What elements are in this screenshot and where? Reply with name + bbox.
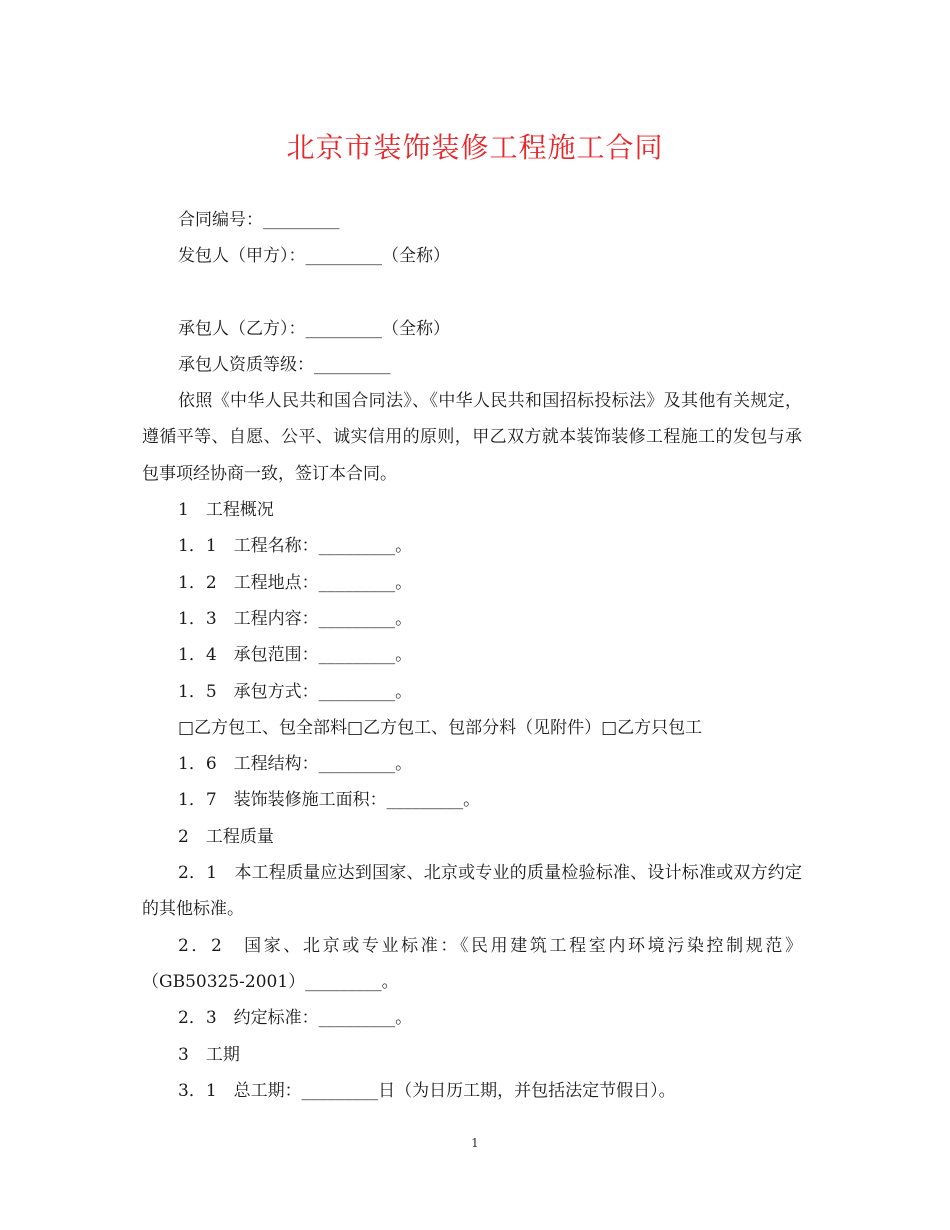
- document-body: [142, 202, 802, 1109]
- preamble-paragraph: 依照《中华人民共和国合同法》、《中华人民共和国招标投标法》及其他有关规定，遵循平等、自愿、公平、诚实信用的原则，甲乙双方就本装饰装修工程施工的发包与承包事项经协商一致，签订本合同。: [142, 391, 802, 484]
- section-heading: 3 工期: [178, 1044, 240, 1065]
- qualification-line: 承包人资质等级：_________: [178, 354, 391, 375]
- document-title: 北京市装饰装修工程施工合同: [286, 131, 664, 164]
- clause-line: 2．3 约定标准：_________。: [178, 1008, 413, 1029]
- blank-gap: [142, 275, 802, 311]
- clause-line: 1．6 工程结构：_________。: [178, 754, 413, 775]
- clause-paragraph: 2．2 国家、北京或专业标准：《民用建筑工程室内环境污染控制规范》（GB50325-2001）_________。: [142, 935, 802, 992]
- party-a-line: 发包人（甲方）：_________（全称）: [178, 246, 450, 267]
- clause-line: 1．5 承包方式：_________。: [178, 681, 413, 702]
- clause-line: 1．4 承包范围：_________。: [178, 645, 413, 666]
- clause-line: 1．2 工程地点：_________。: [178, 572, 413, 593]
- clause-line: 1．1 工程名称：_________。: [178, 536, 413, 557]
- party-b-line: 承包人（乙方）：_________（全称）: [178, 318, 450, 339]
- contract-number-line: 合同编号：_________: [178, 210, 340, 230]
- clause-line: 3．1 总工期：_________日（为日历工期，并包括法定节假日）。: [178, 1080, 676, 1101]
- clause-line: 1．7 装饰装修施工面积：_________。: [178, 790, 481, 811]
- contract-options-line: □乙方包工、包全部料□乙方包工、包部分料（见附件）□乙方只包工: [178, 717, 703, 738]
- clause-paragraph: 2．1 本工程质量应达到国家、北京或专业的质量检验标准、设计标准或双方约定的其他标准。: [142, 863, 802, 920]
- page-number: 1: [471, 1136, 479, 1150]
- section-heading: 1 工程概况: [178, 500, 274, 521]
- section-heading: 2 工程质量: [178, 826, 274, 847]
- clause-line: 1．3 工程内容：_________。: [178, 608, 413, 629]
